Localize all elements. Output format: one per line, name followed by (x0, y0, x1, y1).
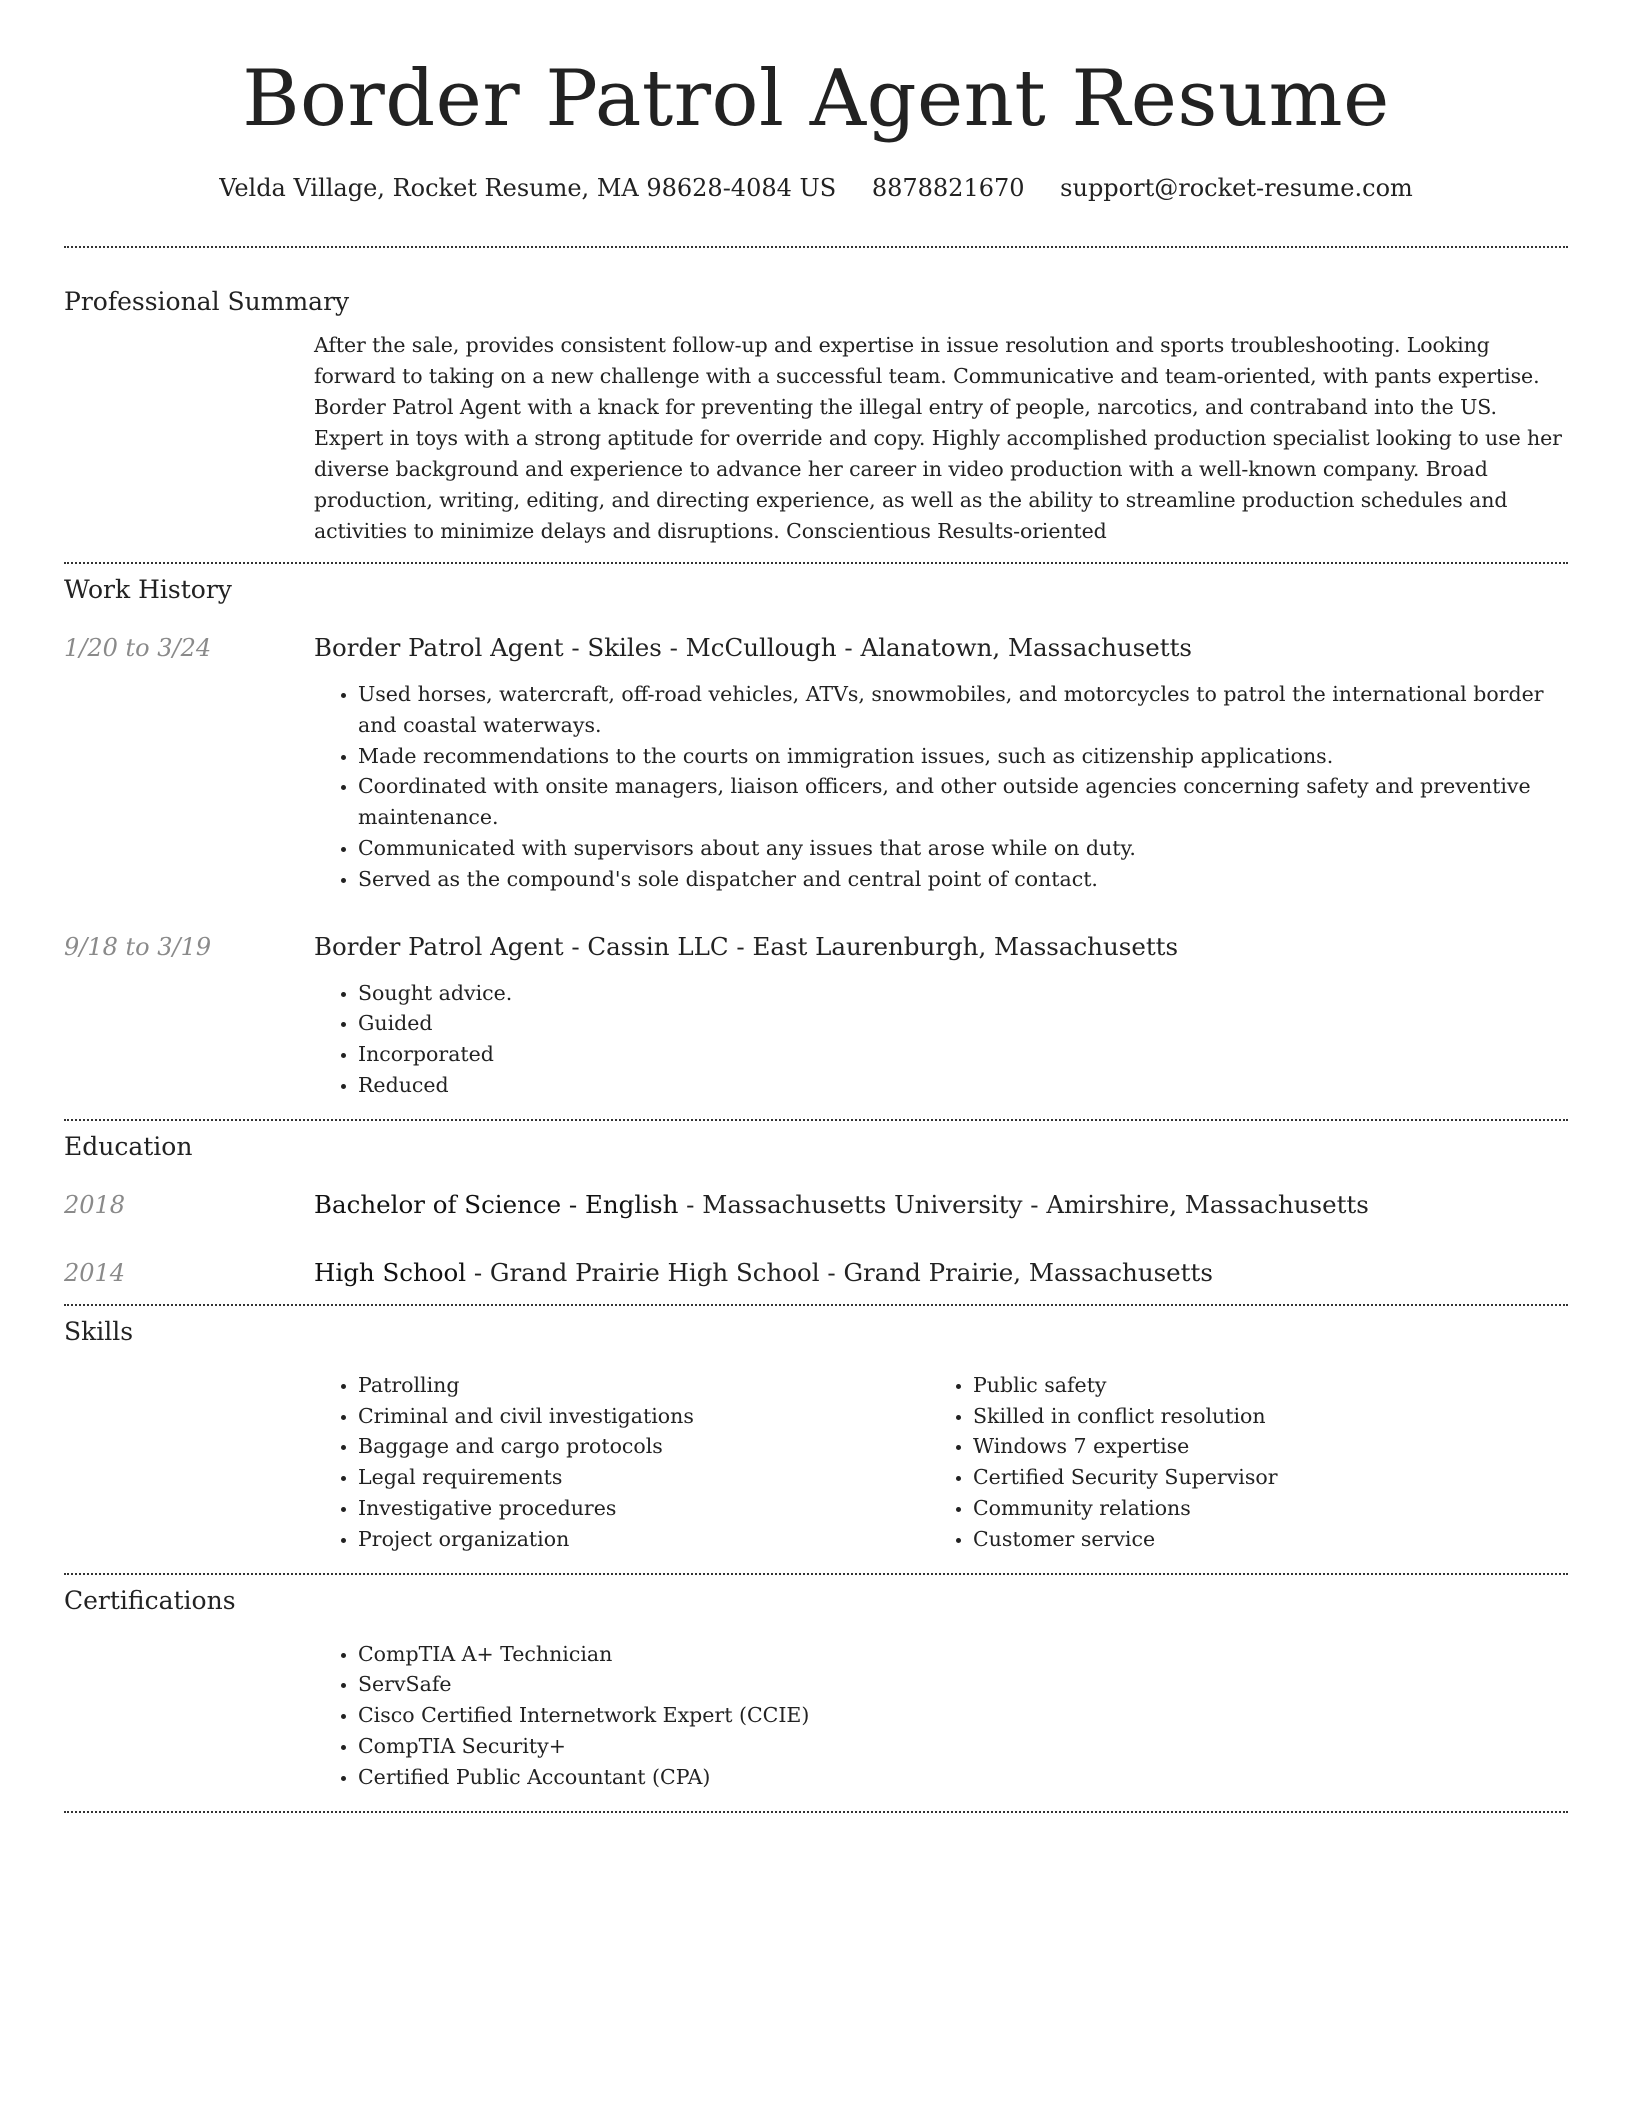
summary-text: After the sale, provides consistent follow-up and expertise in issue resolution and sports troubleshooting. Looking forward to taking on a new challenge with a successful team. Communicative and team-oriented, with pants expertise. Border Patrol Agent with a knack for preventing the illegal entry of people, narcotics, and contraband into the US. Expert in toys with a strong aptitude for override and copy. Highly accomplished production specialist looking to use her diverse background and experience to advance her career in video production with a well-known company. Broad production, writing, editing, and directing experience, as well as the ability to streamline production schedules and activities to minimize delays and disruptions. Conscientious Results-oriented (314, 333, 1562, 543)
list-item: • Baggage and cargo protocols (358, 1431, 929, 1462)
education-school: - Grand Prairie High School - Grand Prairie, Massachusetts (466, 1257, 1213, 1287)
divider (64, 1119, 1568, 1121)
education-entry (64, 1257, 1568, 1289)
education-year: 2014 (64, 1258, 126, 1287)
skills-list-right (929, 1370, 1544, 1555)
list-item: • Legal requirements (358, 1462, 929, 1493)
list-item: • Certified Public Accountant (CPA) (358, 1762, 1568, 1793)
list-item: • Made recommendations to the courts on immigration issues, such as citizenship applications. (358, 741, 1568, 772)
list-item: • CompTIA Security+ (358, 1731, 1568, 1762)
list-item: • Patrolling (358, 1370, 929, 1401)
certifications-section (64, 1585, 1568, 1793)
job-entry (64, 632, 1568, 895)
skills-list-left (314, 1370, 929, 1555)
list-item: • Cisco Certified Internetwork Expert (CCIE) (358, 1700, 1568, 1731)
list-item: • Coordinated with onsite managers, liaison officers, and other outside agencies concerning safety and preventive maintenance. (358, 771, 1568, 833)
skills-section (64, 1316, 1568, 1555)
divider (64, 1573, 1568, 1575)
list-item: • Used horses, watercraft, off-road vehicles, ATVs, snowmobiles, and motorcycles to patrol the international border and coastal waterways. (358, 679, 1568, 741)
contact-phone: 8878821670 (871, 174, 1025, 202)
list-item: • ServSafe (358, 1669, 1568, 1700)
job-dates: 1/20 to 3/24 (64, 634, 212, 662)
job-bullets (314, 679, 1568, 895)
contact-address: Velda Village, Rocket Resume, MA 98628-4084 US (219, 174, 837, 202)
education-year: 2018 (64, 1190, 126, 1219)
resume-title: Border Patrol Agent Resume (242, 54, 1390, 144)
job-dates: 9/18 to 3/19 (64, 932, 212, 961)
divider (64, 246, 1568, 248)
list-item: • Public safety (973, 1370, 1544, 1401)
divider (64, 1811, 1568, 1813)
list-item: • Served as the compound's sole dispatcher and central point of contact. (358, 864, 1568, 895)
divider (64, 1304, 1568, 1306)
education-section (64, 1131, 1568, 1289)
contact-email: support@rocket-resume.com (1060, 174, 1413, 202)
job-entry (64, 931, 1568, 1101)
list-item: • Customer service (973, 1524, 1544, 1555)
list-item: • Incorporated (358, 1039, 1568, 1070)
work-history-section (64, 574, 1568, 1101)
list-item: • Community relations (973, 1493, 1544, 1524)
list-item: • Criminal and civil investigations (358, 1401, 929, 1432)
section-heading-education: Education (64, 1131, 193, 1161)
contact-line (64, 172, 1568, 204)
list-item: • Investigative procedures (358, 1493, 929, 1524)
list-item: • Certified Security Supervisor (973, 1462, 1544, 1493)
education-entry (64, 1189, 1568, 1221)
section-heading-work-history: Work History (64, 575, 232, 604)
job-title: Border Patrol Agent - Skiles - McCullough - Alanatown, Massachusetts (314, 633, 1193, 662)
divider (64, 562, 1568, 564)
job-title: Border Patrol Agent - Cassin LLC - East Laurenburgh, Massachusetts (314, 931, 1179, 961)
summary-section (64, 286, 1568, 547)
list-item: • Communicated with supervisors about any issues that arose while on duty. (358, 833, 1568, 864)
list-item: • Project organization (358, 1524, 929, 1555)
list-item: • Guided (358, 1008, 1568, 1039)
list-item: • CompTIA A+ Technician (358, 1639, 1568, 1670)
section-heading-skills: Skills (64, 1316, 134, 1346)
section-heading-certifications: Certifications (64, 1585, 236, 1615)
list-item: • Windows 7 expertise (973, 1431, 1544, 1462)
job-bullets (314, 978, 1568, 1101)
education-degree: High School (314, 1257, 467, 1287)
list-item: • Reduced (358, 1070, 1568, 1101)
list-item: • Skilled in conflict resolution (973, 1401, 1544, 1432)
list-item: • Sought advice. (358, 978, 1568, 1009)
education-degree: Bachelor of Science - English (314, 1189, 679, 1219)
section-heading-summary: Professional Summary (64, 287, 350, 316)
education-school: - Massachusetts University - Amirshire, Massachusetts (678, 1189, 1369, 1219)
certifications-list (314, 1639, 1568, 1793)
resume-page (64, 0, 1568, 1813)
